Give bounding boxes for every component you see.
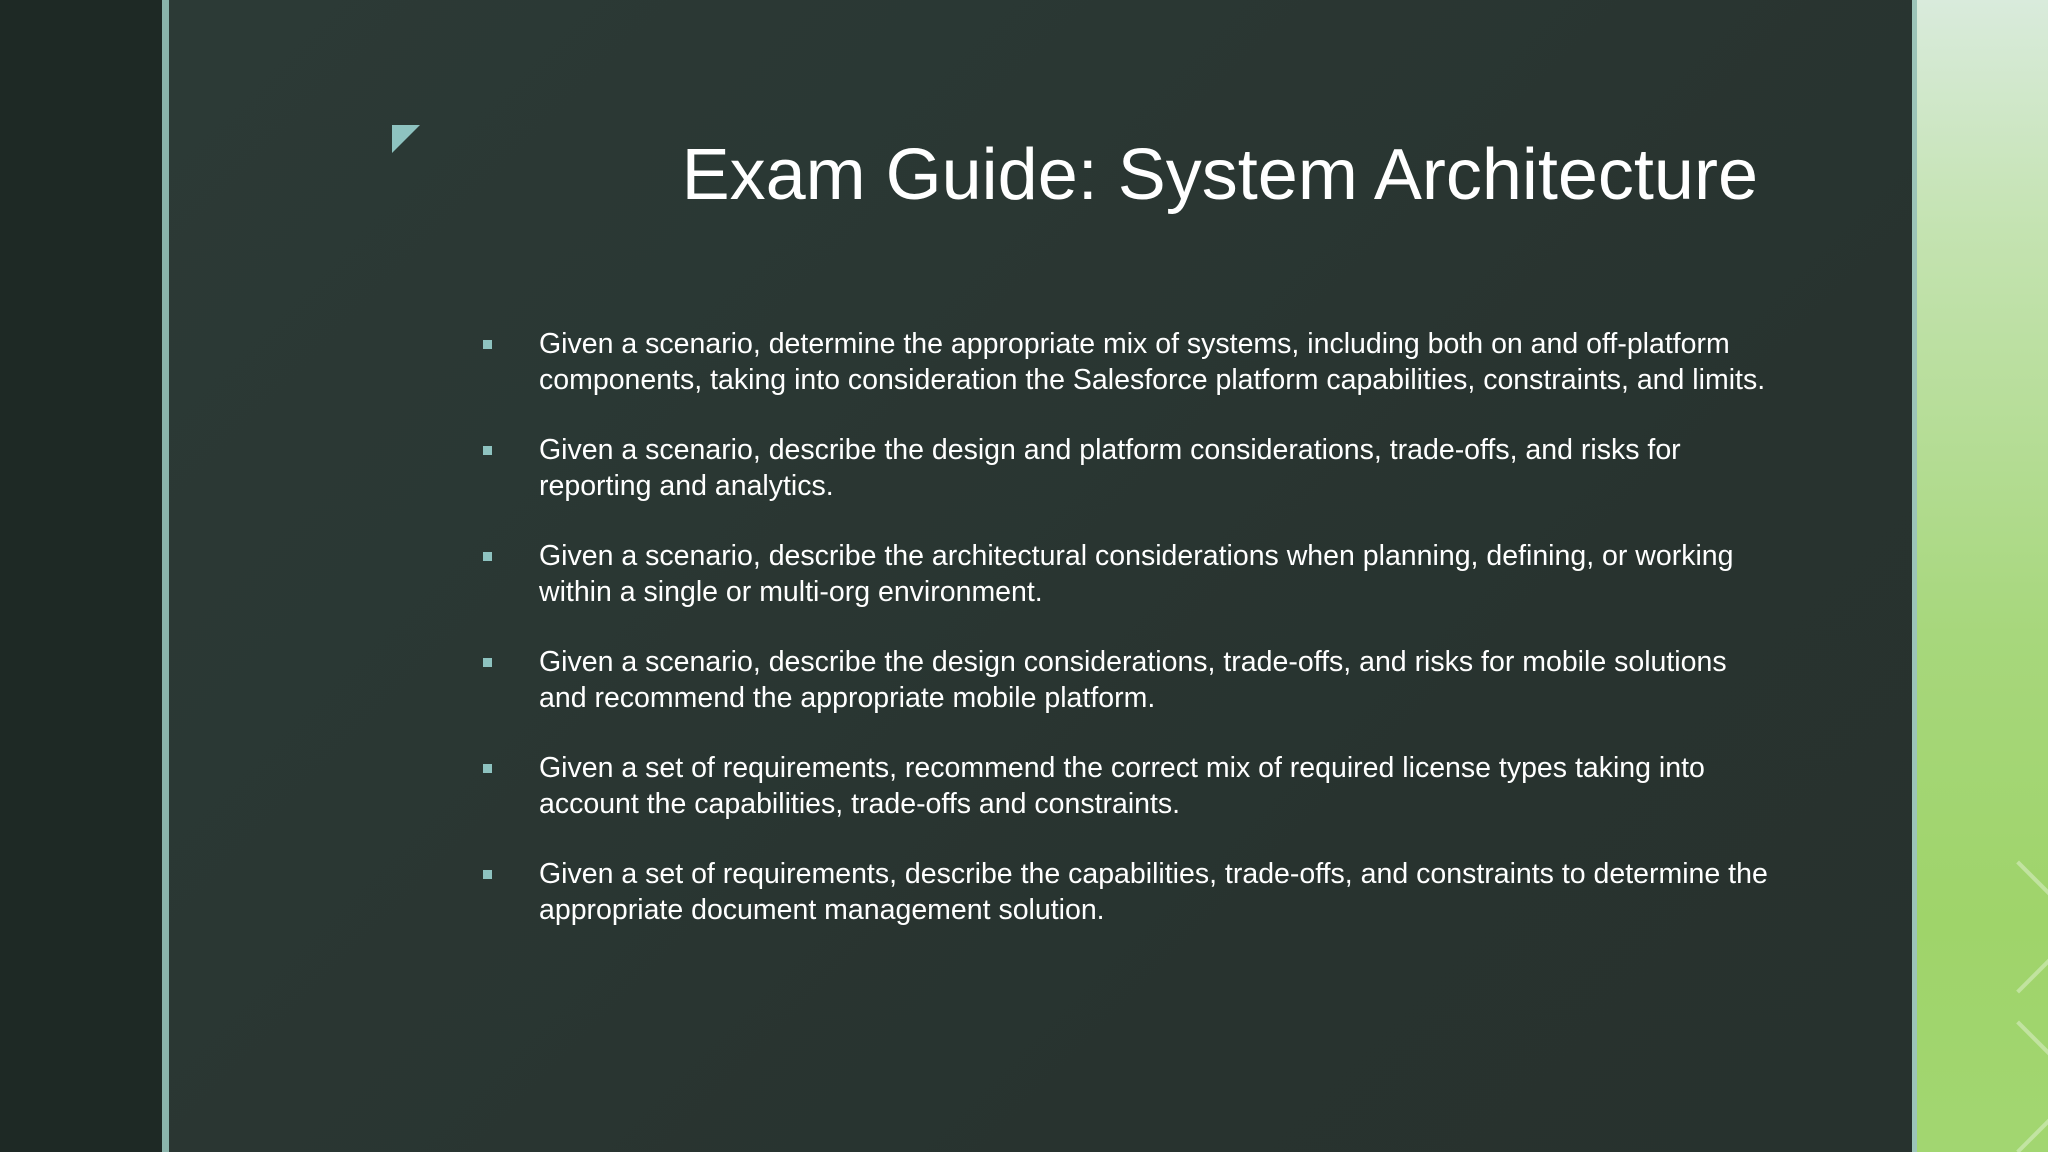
bullet-item (480, 856, 1770, 928)
bullet-text: Given a scenario, describe the design and platform considerations, trade-offs, and risks for reporting and analytics. (539, 434, 1681, 502)
bullet-text: Given a set of requirements, recommend the correct mix of required license types taking into account the capabilities, trade-offs and constraints. (539, 752, 1705, 820)
chevron-decoration (1953, 1021, 2048, 1152)
left-decorative-band (0, 0, 162, 1152)
bullet-item (480, 538, 1770, 610)
square-bullet-icon (483, 870, 492, 879)
bullet-text: Given a scenario, describe the architectural considerations when planning, defining, or working within a single or multi-org environment. (539, 540, 1734, 608)
square-bullet-icon (483, 658, 492, 667)
square-bullet-icon (483, 764, 492, 773)
left-accent-rule (162, 0, 169, 1152)
square-bullet-icon (483, 340, 492, 349)
square-bullet-icon (483, 552, 492, 561)
bullet-text: Given a set of requirements, describe the capabilities, trade-offs, and constraints to determine the appropriate document management solution. (539, 858, 1768, 926)
bullet-list (480, 326, 1770, 962)
bullet-text: Given a scenario, determine the appropriate mix of systems, including both on and off-platform components, taking into consideration the Salesforce platform capabilities, constraints, and limits. (539, 328, 1766, 396)
slide-title: Exam Guide: System Architecture (681, 135, 1758, 215)
bullet-text: Given a scenario, describe the design considerations, trade-offs, and risks for mobile solutions and recommend the appropriate mobile platform. (539, 646, 1727, 714)
square-bullet-icon (483, 446, 492, 455)
right-decorative-band (1917, 0, 2048, 1152)
bullet-item (480, 326, 1770, 398)
chevron-decoration (1953, 861, 2048, 994)
bullet-item (480, 432, 1770, 504)
bullet-item (480, 750, 1770, 822)
triangle-corner-icon (392, 125, 420, 153)
bullet-item (480, 644, 1770, 716)
